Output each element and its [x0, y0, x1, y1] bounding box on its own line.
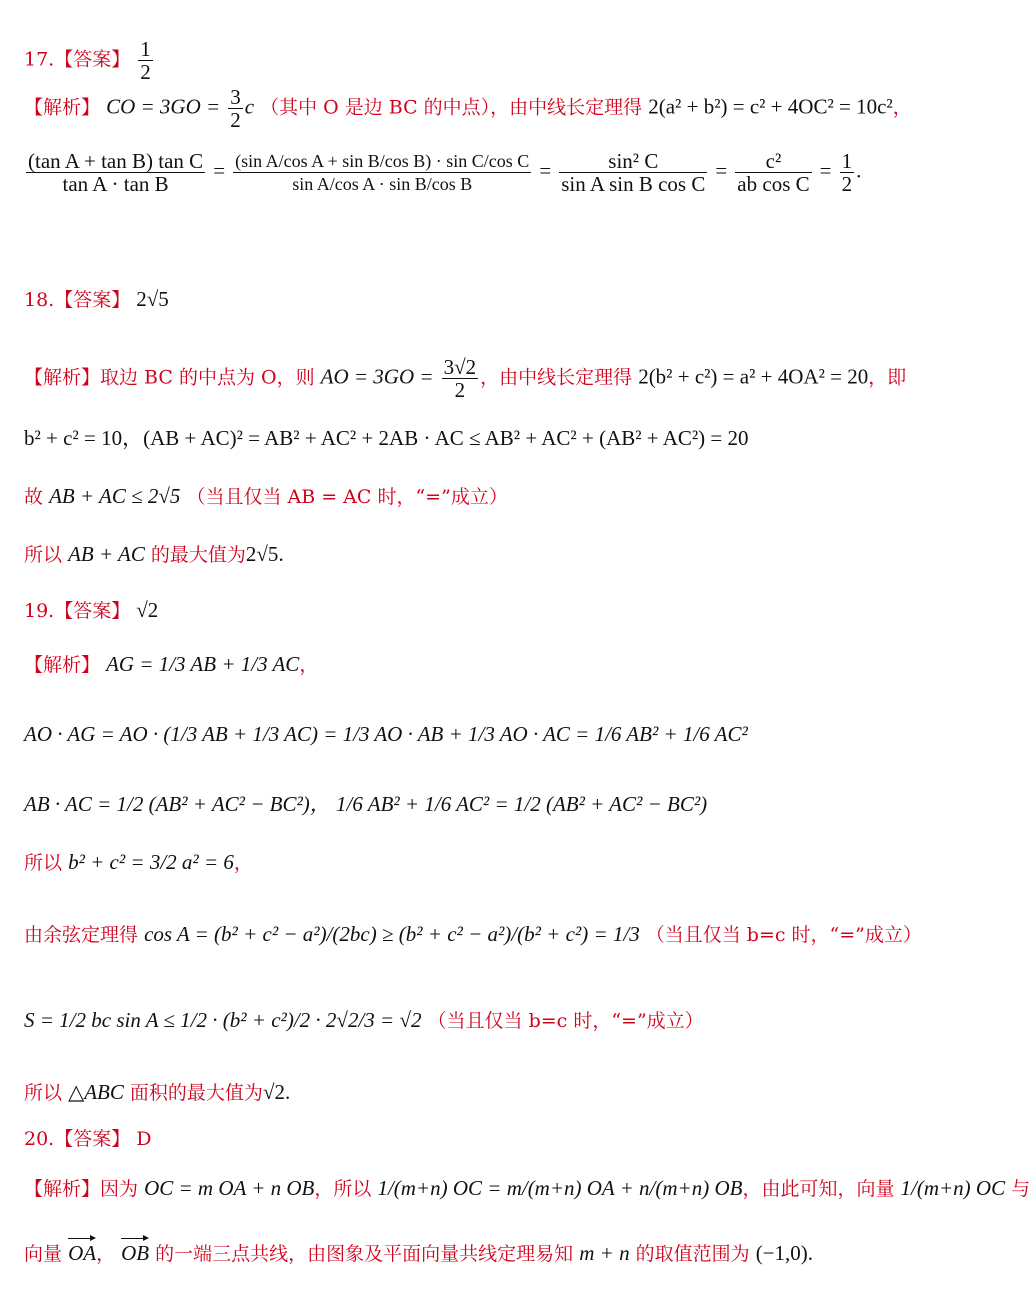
q17-answer-fraction: $\frac{1}{2}$ — [140, 37, 151, 84]
q20-analysis-label: 【解析】 — [24, 1178, 101, 1200]
q18-answer: 2√5 — [136, 287, 169, 311]
q20-header: 20.【答案】 — [24, 1128, 131, 1150]
q19-analysis-line-7: 所以 △ABC 面积的最大值为√2. — [24, 1080, 291, 1104]
q18-max-value: 2√5 — [245, 542, 279, 566]
q18-analysis-line-2: b² + c² = 10，(AB + AC)² = AB² + AC² + 2AB · AC ≤ AB² + AC² + (AB² + AC²) = 20 — [24, 426, 749, 450]
q20-answer: D — [136, 1128, 152, 1150]
q18-analysis-label: 【解析】 — [24, 366, 101, 389]
q18-frac: $\frac{3√2}{2}$ — [443, 355, 477, 402]
q17-note: （其中 O 是边 BC 的中点），由中线长定理得 — [260, 96, 643, 119]
q18-analysis-line-4: 所以 AB + AC 的最大值为2√5. — [24, 542, 284, 566]
q17-answer-line — [24, 38, 155, 83]
q19-analysis-line-1: 【解析】 AG = 1/3 AB + 1/3 AC， — [24, 652, 319, 676]
q17-eq-co: CO = 3GO = — [106, 94, 221, 119]
q17-analysis-line-1: 【解析】 CO = 3GO = $\frac{3}{2}$ c （其中 O 是边 BC 的中点），由中线长定理得 2(a² + b²) = c² + 4OC² = 10c²， — [24, 85, 912, 132]
q18-eq-ao: AO = 3GO = — [320, 364, 434, 389]
q18-median-eq: 2(b² + c²) = a² + 4OA² = 20 — [638, 364, 869, 389]
q19-answer-line — [24, 598, 158, 623]
q17-frac-tan: $\frac{\text{(tan A + tan B) tan C}}{\text{tan A · tan B}}$ — [28, 149, 204, 196]
q17-median-eq: 2(a² + b²) = c² + 4OC² = 10c² — [648, 94, 893, 119]
q18-analysis-line-3: 故 AB + AC ≤ 2√5 （当且仅当 AB = AC 时，“=”成立） — [24, 484, 508, 508]
q19-max-area: √2 — [262, 1080, 285, 1104]
q17-frac-half: $\frac{1}{2}$ — [841, 149, 853, 196]
q17-header: 17.【答案】 — [24, 48, 131, 71]
q17-analysis-label: 【解析】 — [24, 96, 101, 119]
q18-header: 18.【答案】 — [24, 289, 131, 311]
q19-analysis-line-2: AO · AG = AO · (1/3 AB + 1/3 AC) = 1/3 AO · AB + 1/3 AO · AC = 1/6 AB² + 1/6 AC² — [24, 722, 748, 746]
q17-analysis-line-2: $\frac{\text{(tan A + tan B) tan C}}{\text{tan A · tan B}}$ = $\frac{\text{(sin A/cos A + sin B/cos B) · sin C/cos C}}{\text{sin A/cos A · sin B/cos B}}$ = $\frac{\text{sin² C}}{\text{sin A sin B cos C}}$ = $\frac{\text{c²}}{\text{ab cos C}}$ = $\frac{1}{2}$ . — [28, 149, 862, 196]
q19-vec-ag: AG = 1/3 AB + 1/3 AC — [106, 652, 300, 676]
q19-header: 19.【答案】 — [24, 600, 131, 622]
q19-analysis-line-3: AB · AC = 1/2 (AB² + AC² − BC²)， 1/6 AB² + 1/6 AC² = 1/2 (AB² + AC² − BC²) — [24, 792, 708, 816]
q18-answer-line — [24, 287, 169, 312]
q17-frac-sin2c: $\frac{\text{sin² C}}{\text{sin A sin B cos C}}$ — [561, 149, 706, 196]
q17-frac-3-2: $\frac{3}{2}$ — [230, 85, 241, 132]
q17-frac-c2: $\frac{\text{c²}}{\text{ab cos C}}$ — [737, 149, 810, 196]
q20-range: (−1,0) — [755, 1241, 808, 1265]
q18-analysis-line-1: 【解析】取边 BC 的中点为 O，则 AO = 3GO = $\frac{3√2}{2}$ ，由中线长定理得 2(b² + c²) = a² + 4OA² = 20，即 — [24, 355, 907, 402]
q18-condition: （当且仅当 AB = AC 时，“=”成立） — [186, 486, 508, 508]
q19-analysis-line-5: 由余弦定理得 cos A = (b² + c² − a²)/(2bc) ≥ (b² + c² − a²)/(b² + c²) = 1/3 （当且仅当 b=c 时，“=”成立） — [24, 922, 922, 946]
q18-ineq: AB + AC ≤ 2√5 — [49, 484, 181, 508]
q20-answer-line — [24, 1127, 152, 1151]
q20-analysis-line-2: 向量 OA， OB 的一端三点共线，由图象及平面向量共线定理易知 m + n 的取值范围为 (−1,0). — [24, 1235, 813, 1266]
q19-cos-eq: cos A = (b² + c² − a²)/(2bc) ≥ (b² + c² − a²)/(b² + c²) = 1/3 — [144, 922, 640, 946]
q19-area-eq: S = 1/2 bc sin A ≤ 1/2 · (b² + c²)/2 · 2√2/3 = √2 — [24, 1008, 422, 1032]
q19-analysis-line-4: 所以 b² + c² = 3/2 a² = 6， — [24, 850, 253, 874]
q19-answer: √2 — [136, 598, 159, 622]
q20-analysis-line-1: 【解析】因为 OC = m OA + n OB，所以 1/(m+n) OC = m/(m+n) OA + n/(m+n) OB，由此可知，向量 1/(m+n) OC 与 — [24, 1176, 1030, 1200]
q19-analysis-line-6: S = 1/2 bc sin A ≤ 1/2 · (b² + c²)/2 · 2√2/3 = √2 （当且仅当 b=c 时，“=”成立） — [24, 1008, 704, 1032]
q19-analysis-label: 【解析】 — [24, 654, 101, 676]
q17-frac-sincos: $\frac{\text{(sin A/cos A + sin B/cos B) · sin C/cos C}}{\text{sin A/cos A · sin B/cos B}}$ — [235, 151, 530, 194]
